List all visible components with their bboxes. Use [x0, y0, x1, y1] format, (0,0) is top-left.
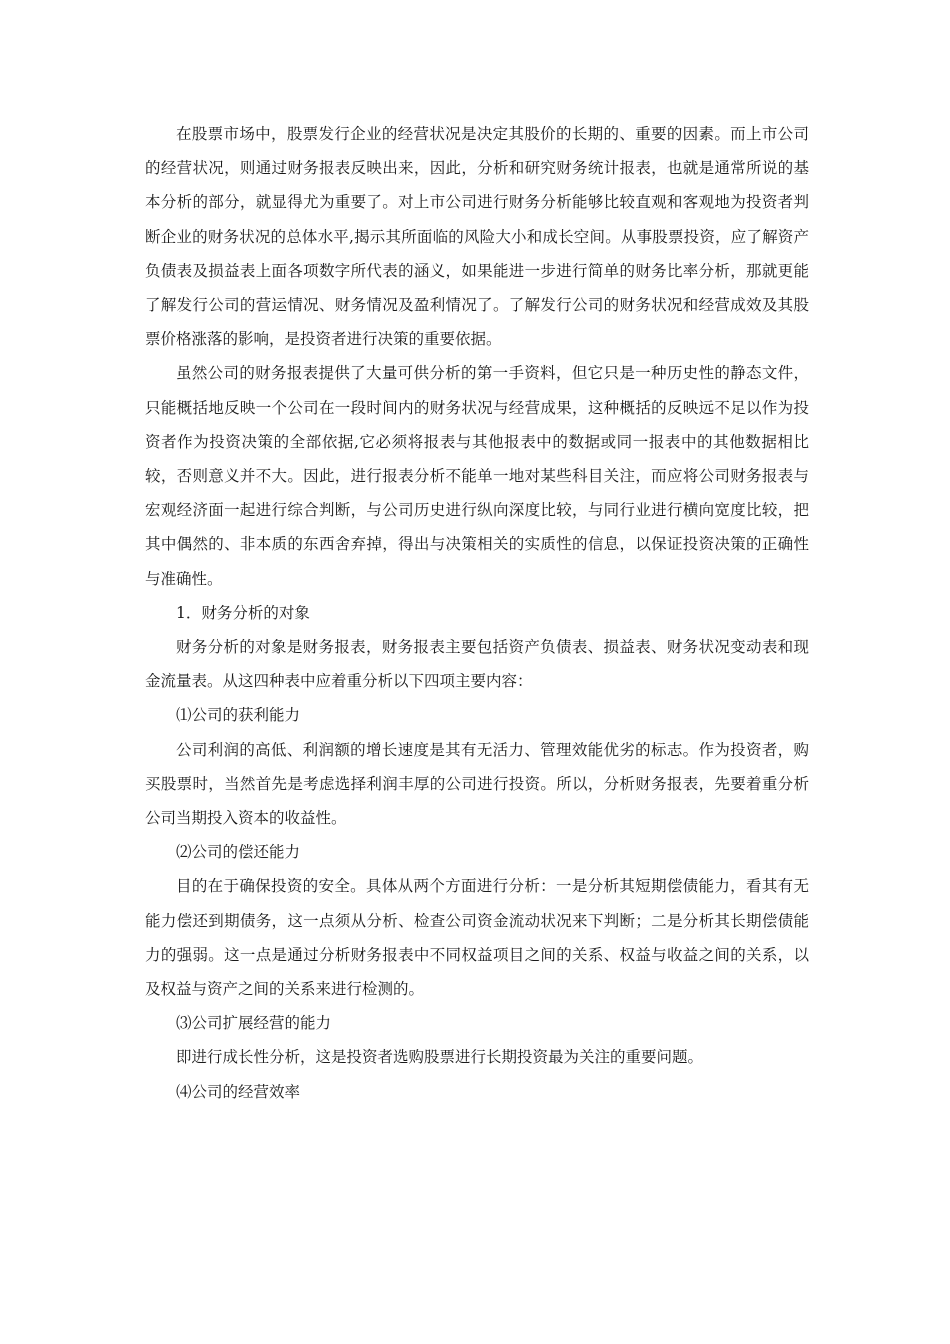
- subheading-profitability: ⑴公司的获利能力: [176, 706, 301, 725]
- subheading-solvency: ⑵公司的偿还能力: [176, 843, 301, 862]
- paragraph-expansion: 即进行成长性分析，这是投资者选购股票进行长期投资最为关注的重要问题。: [176, 1048, 704, 1067]
- paragraph-profitability: 公司利润的高低、利润额的增长速度是其有无活力、管理效能优劣的标志。作为投资者，购买股票时，当然首先是考虑选择利润丰厚的公司进行投资。所以，分析财务报表，先要着重分析公司当期投入资本的收益性。: [145, 740, 809, 828]
- paragraph-analysis-object: 财务分析的对象是财务报表，财务报表主要包括资产负债表、损益表、财务状况变动表和现金流量表。从这四种表中应着重分析以下四项主要内容：: [145, 638, 809, 691]
- paragraph-stock-market-intro: 在股票市场中，股票发行企业的经营状况是决定其股价的长期的、重要的因素。而上市公司的经营状况，则通过财务报表反映出来，因此，分析和研究财务统计报表，也就是通常所说的基本分析的部分，就显得尤为重要了。对上市公司进行财务分析能够比较直观和客观地为投资者判断企业的财务状况的总体水平,揭示其所面临的风险大小和成长空间。从事股票投资，应了解资产负债表及损益表上面各项数字所代表的涵义，如果能进一步进行简单的财务比率分析，那就更能了解发行公司的营运情况、财务情况及盈利情况了。了解发行公司的财务状况和经营成效及其股票价格涨落的影响，是投资者进行决策的重要依据。: [145, 125, 809, 349]
- subheading-expansion: ⑶公司扩展经营的能力: [176, 1014, 332, 1033]
- paragraph-solvency: 目的在于确保投资的安全。具体从两个方面进行分析：一是分析其短期偿债能力，看其有无能力偿还到期债务，这一点须从分析、检查公司资金流动状况来下判断；二是分析其长期偿债能力的强弱。这一点是通过分析财务报表中不同权益项目之间的关系、权益与收益之间的关系，以及权益与资产之间的关系来进行检测的。: [145, 877, 809, 999]
- section-heading-analysis-object: 1．财务分析的对象: [176, 603, 310, 622]
- subheading-efficiency: ⑷公司的经营效率: [176, 1082, 301, 1101]
- paragraph-report-limitations: 虽然公司的财务报表提供了大量可供分析的第一手资料，但它只是一种历史性的静态文件，只能概括地反映一个公司在一段时间内的财务状况与经营成果，这种概括的反映远不足以作为投资者作为投资决策的全部依据,它必须将报表与其他报表中的数据或同一报表中的其他数据相比较，否则意义并不大。因此，进行报表分析不能单一地对某些科目关注，而应将公司财务报表与宏观经济面一起进行综合判断，与公司历史进行纵向深度比较，与同行业进行横向宽度比较，把其中偶然的、非本质的东西舍弃掉，得出与决策相关的实质性的信息，以保证投资决策的正确性与准确性。: [145, 364, 809, 588]
- document-body: [145, 117, 809, 1109]
